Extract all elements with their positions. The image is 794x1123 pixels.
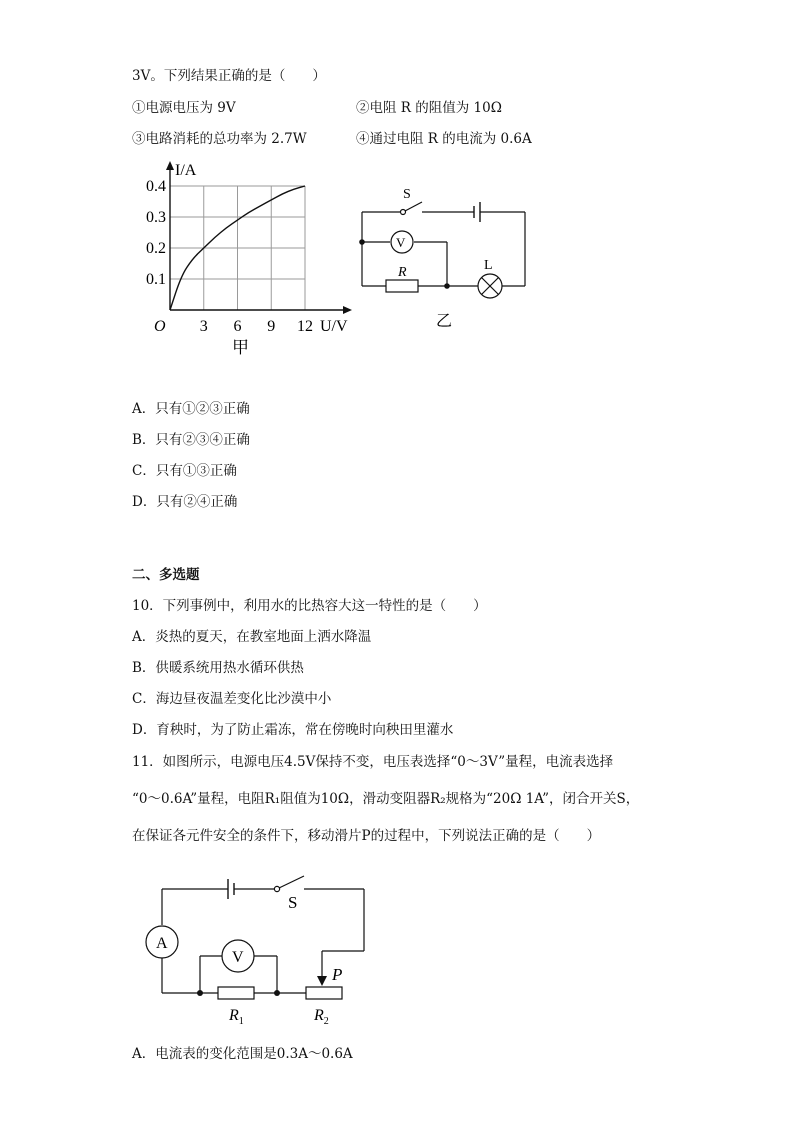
q9-option-d: D．只有②④正确 [132,494,238,510]
junction-left [359,239,365,245]
q11-line-3: 在保证各元件安全的条件下，移动滑片P的过程中，下列说法正确的是（ ） [132,828,601,844]
y-tick-label-0: 0.1 [146,271,166,288]
voltmeter-label: V [396,235,406,250]
q9-statement-1: ①电源电压为 9V [132,100,236,116]
x-axis-label: U/V [320,318,348,335]
q10-option-b: B．供暖系统用热水循环供热 [132,660,304,676]
q11-line-2: “0～0.6A”量程，电阻R₁阻值为10Ω，滑动变阻器R₂规格为“20Ω 1A”，闭合开关S， [132,791,640,807]
tick-labels [146,178,313,335]
y-tick-label-1: 0.2 [146,240,166,257]
junction-right [444,283,450,289]
q10-option-d: D．育秧时，为了防止霜冻，常在傍晚时向秧田里灌水 [132,722,454,738]
junction-r1-left [197,990,203,996]
circuit-yi [350,180,540,330]
q9-option-c: C．只有①③正确 [132,463,237,479]
origin-label: O [154,318,166,335]
circuit-q11 [140,868,380,1033]
q11-line-1: 11．如图所示，电源电压4.5V保持不变，电压表选择“0～3V”量程，电流表选择 [132,754,614,770]
q9-stem-tail: 3V。下列结果正确的是（ ） [132,68,326,84]
y-tick-label-3: 0.4 [146,178,166,195]
q10-option-a: A．炎热的夏天，在教室地面上洒水降温 [132,629,372,645]
q9-statement-2: ②电阻 R 的阻值为 10Ω [356,100,502,116]
y-axis-label: I/A [175,162,197,179]
graph-grid [170,186,305,310]
slider-label: P [332,965,343,984]
ammeter-label: A [156,935,168,952]
lamp-label: L [484,258,493,273]
q10-option-c: C．海边昼夜温差变化比沙漠中小 [132,691,332,707]
x-tick-label-2: 9 [267,318,276,335]
y-axis-arrow [166,161,174,170]
slider-arrow [317,976,327,986]
iu-graph [140,155,370,360]
section-heading: 二、多选题 [132,567,200,583]
x-tick-label-1: 6 [233,318,242,335]
switch-label: S [403,187,411,202]
switch-label: S [288,893,298,912]
q9-statement-4: ④通过电阻 R 的电流为 0.6A [356,131,532,147]
q9-option-b: B．只有②③④正确 [132,432,250,448]
q9-option-a: A．只有①②③正确 [132,401,250,417]
x-tick-label-0: 3 [199,318,208,335]
voltmeter-label: V [232,949,244,966]
q10-stem: 10．下列事例中，利用水的比热容大这一特性的是（ ） [132,598,487,614]
junction-r1-right [274,990,280,996]
r1-label: $R_1$ [229,1007,244,1027]
fig-yi-label: 乙 [436,313,453,330]
resistor-label: R [398,265,407,280]
q11-option-a: A．电流表的变化范围是0.3A～0.6A [132,1046,353,1062]
fig-jia-label: 甲 [232,338,249,357]
r2-label: $R_2$ [314,1007,329,1027]
q9-statement-3: ③电路消耗的总功率为 2.7W [132,131,307,147]
x-tick-label-3: 12 [297,318,313,335]
y-tick-label-2: 0.3 [146,209,166,226]
